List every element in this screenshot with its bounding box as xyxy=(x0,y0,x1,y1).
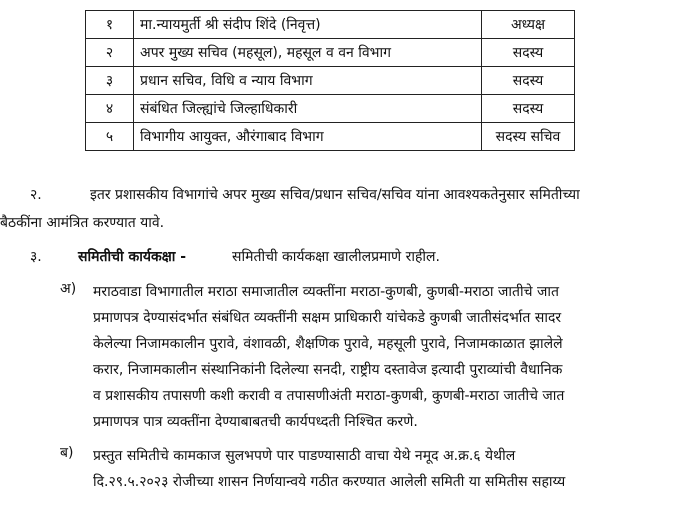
list-item-line: करार, निजामकालीन संस्थानिकांनी दिलेल्या सनदी, राष्ट्रीय दस्तावेज इत्यादी पुराव्यांची वैधानिक xyxy=(93,362,563,378)
table-row xyxy=(86,67,575,95)
row-number: १ xyxy=(86,11,134,39)
table-row xyxy=(86,123,575,151)
list-item-line: केलेल्या निजामकालीन पुरावे, वंशावळी, शैक्षणिक पुरावे, महसूली पुरावे, निजामकाळात झालेले xyxy=(93,336,563,352)
member-name: अपर मुख्य सचिव (महसूल), महसूल व वन विभाग xyxy=(134,39,482,67)
paragraph-text: समितीची कार्यकक्षा खालीलप्रमाणे राहील. xyxy=(232,249,440,265)
member-role: सदस्य सचिव xyxy=(482,123,575,151)
list-item-line: प्रस्तुत समितीचे कामकाज सुलभपणे पार पाडण्यासाठी वाचा येथे नमूद अ.क्र.६ येथील xyxy=(93,448,516,464)
list-marker: अ) xyxy=(60,281,77,297)
paragraph-number: ३. xyxy=(30,249,42,265)
row-number: ५ xyxy=(86,123,134,151)
member-role: सदस्य xyxy=(482,39,575,67)
list-item-line: व प्रशासकीय तपासणी कशी करावी व तपासणीअंती मराठा-कुणबी, कुणबी-मराठा जातीचे जात xyxy=(93,388,565,404)
member-name: प्रधान सचिव, विधि व न्याय विभाग xyxy=(134,67,482,95)
section-heading: समितीची कार्यकक्षा - xyxy=(78,249,187,265)
table-row xyxy=(86,11,575,39)
paragraph-line: इतर प्रशासकीय विभागांचे अपर मुख्य सचिव/प्रधान सचिव/सचिव यांना आवश्यकतेनुसार समितीच्या xyxy=(90,187,580,203)
list-item-line: प्रमाणपत्र देण्यासंदर्भात संबंधित व्यक्तींनी सक्षम प्राधिकारी यांचेकडे कुणबी जातीसंदर्भात सादर xyxy=(93,310,562,326)
row-number: ४ xyxy=(86,95,134,123)
member-role: अध्यक्ष xyxy=(482,11,575,39)
list-item-line: दि.२९.५.२०२३ रोजीच्या शासन निर्णयान्वये गठीत करण्यात आलेली समिती या समितीस सहाय्य xyxy=(93,474,566,490)
paragraph-number: २. xyxy=(30,187,42,203)
member-name: मा.न्यायमुर्ती श्री संदीप शिंदे (निवृत्त) xyxy=(134,11,482,39)
list-item-line: प्रमाणपत्र पात्र व्यक्तींना देण्याबाबतची कार्यपध्दती निश्चित करणे. xyxy=(93,414,418,430)
committee-members-table xyxy=(85,10,575,151)
member-role: सदस्य xyxy=(482,95,575,123)
row-number: २ xyxy=(86,39,134,67)
list-marker: ब) xyxy=(60,445,74,461)
row-number: ३ xyxy=(86,67,134,95)
table-row xyxy=(86,95,575,123)
paragraph-line: बैठकींना आमंत्रित करण्यात यावे. xyxy=(0,215,165,231)
member-role: सदस्य xyxy=(482,67,575,95)
list-item-line: मराठवाडा विभागातील मराठा समाजातील व्यक्तींना मराठा-कुणबी, कुणबी-मराठा जातीचे जात xyxy=(93,284,559,300)
member-name: विभागीय आयुक्त, औरंगाबाद विभाग xyxy=(134,123,482,151)
table-row xyxy=(86,39,575,67)
member-name: संबंधित जिल्ह्यांचे जिल्हाधिकारी xyxy=(134,95,482,123)
